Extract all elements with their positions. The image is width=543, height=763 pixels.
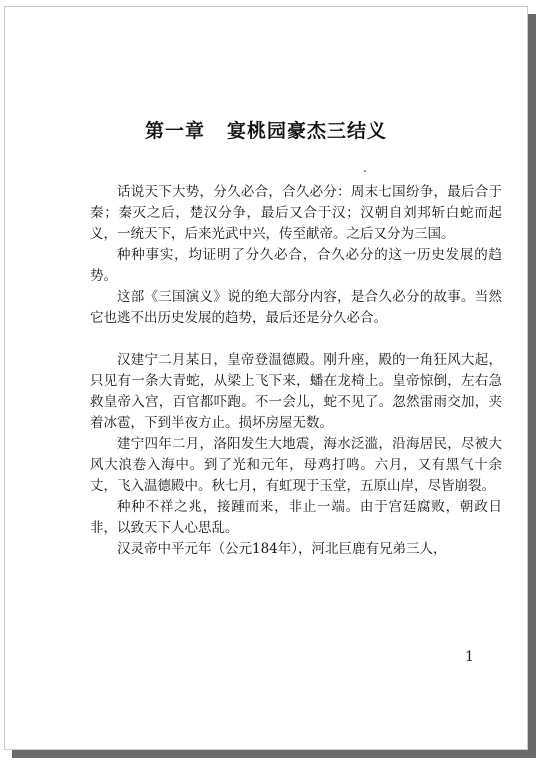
page-shadow-bottom <box>12 750 536 758</box>
paragraph-1: 话说天下大势，分久必合，合久必分：周末七国纷争，最后合于秦；秦灭之后，楚汉分争，最后又合于汉；汉朝自刘邦斩白蛇而起义，一统天下，后来光武中兴，传至献帝。之后又分为三国。 <box>90 184 502 242</box>
paragraph-5: 建宁四年二月，洛阳发生大地震，海水泛滥，沿海居民，尽被大风大浪卷入海中。到了光和元年，母鸡打鸣。六月，又有黑气十余丈，飞入温德殿中。秋七月，有虹现于玉堂，五原山岸，尽皆崩裂。 <box>90 436 502 494</box>
print-speck <box>364 170 366 172</box>
paragraph-3: 这部《三国演义》说的绝大部分内容，是合久必分的故事。当然它也逃不出历史发展的趋势，最后还是分久必合。 <box>90 289 502 326</box>
paragraph-2: 种种事实，均证明了分久必合，合久必分的这一历史发展的趋势。 <box>90 247 502 284</box>
chapter-name: 宴桃园豪杰三结义 <box>227 120 388 142</box>
chapter-number: 第一章 <box>144 120 205 142</box>
paragraph-7: 汉灵帝中平元年（公元184年），河北巨鹿有兄弟三人， <box>117 541 447 557</box>
paragraph-6: 种种不祥之兆，接踵而来，非止一端。由于宫廷腐败，朝政日非，以致天下人心思乱。 <box>90 499 502 536</box>
chapter-title <box>0 116 532 143</box>
page-number: 1 <box>465 649 474 665</box>
paragraph-4: 汉建宁二月某日，皇帝登温德殿。刚升座，殿的一角狂风大起，只见有一条大青蛇，从梁上飞下来，蟠在龙椅上。皇帝惊倒，左右急救皇帝入宫，百官都吓跑。不一会儿，蛇不见了。忽然雷雨交加，夹着冰雹，下到半夜方止。损坏房屋无数。 <box>90 352 502 431</box>
chapter-body <box>90 182 502 560</box>
